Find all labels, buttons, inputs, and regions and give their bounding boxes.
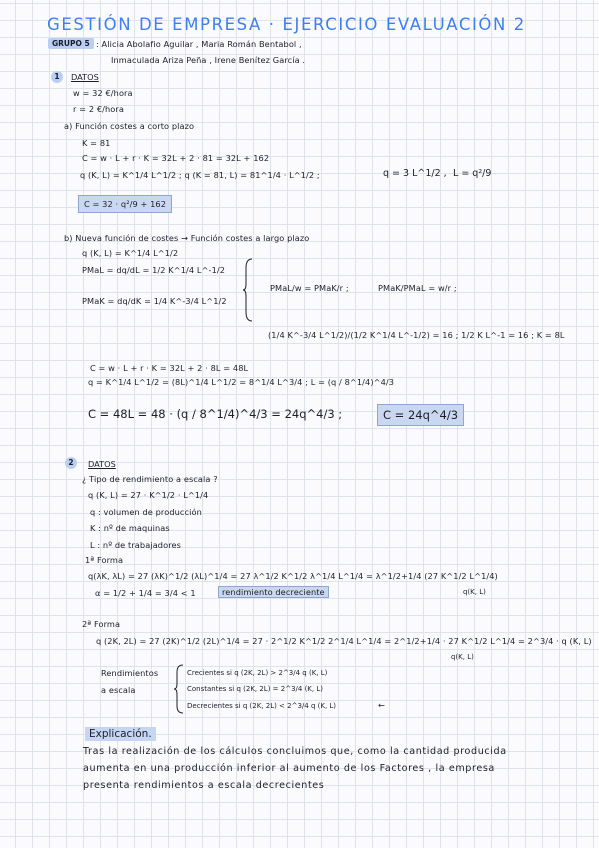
production-equation: q (K, L) = K^1/4 L^1/2 ; q (K = 81, L) = 81^1/4 · L^1/2 ; [80, 170, 320, 180]
method-1-underbrace-label: q(K, L) [463, 588, 486, 596]
scale-returns-question: ¿ Tipo de rendimiento a escala ? [82, 474, 218, 484]
marginal-product-labor: PMaL = dq/dL = 1/2 K^1/4 L^-1/2 [82, 265, 226, 275]
method-2-equation: q (2K, 2L) = 27 (2K)^1/2 (2L)^1/4 = 27 · 2^1/2 K^1/2 2^1/4 L^1/4 = 2^1/2+1/4 · 27 K^1/2 L^1/4 = 2^3/4 · q (K, L) [96, 636, 592, 646]
returns-label-1: Rendimientos [101, 668, 159, 678]
marginal-product-capital: PMaK = dq/dK = 1/4 K^-3/4 L^1/2 [82, 296, 227, 306]
section-2-heading: DATOS [88, 459, 116, 469]
production-function-2: q (K, L) = 27 · K^1/2 · L^1/4 [88, 490, 209, 500]
substitution-result: (1/4 K^-3/4 L^1/2)/(1/2 K^1/4 L^-1/2) = 16 ; 1/2 K L^-1 = 16 ; K = 8L [268, 330, 565, 340]
members-line-1: : Alicia Abolafio Aguilar , Maria Román Bentabol , [96, 39, 302, 49]
method-2-heading: 2ª Forma [82, 619, 121, 629]
explanation-line-3: presenta rendimientos a escala decrecientes [83, 780, 325, 791]
short-run-cost-result: C = 32 · q²/9 + 162 [78, 195, 172, 213]
section-2-number: 2 [65, 457, 77, 469]
marginal-rate-condition: PMaK/PMaL = w/r ; [378, 283, 457, 293]
conditions-brace [243, 258, 255, 322]
increasing-returns-condition: Crecientes si q (2K, 2L) > 2^3/4 q (K, L) [187, 669, 328, 677]
arrow-icon: ← [378, 700, 385, 710]
l-in-terms-of-q: L = q²/9 [453, 168, 492, 179]
decreasing-returns-highlight: rendimiento decreciente [218, 586, 329, 598]
q-expression-line: q = K^1/4 L^1/2 = (8L)^1/4 L^1/2 = 8^1/4 L^3/4 ; L = (q / 8^1/4)^4/3 [88, 377, 395, 387]
section-1-number: 1 [51, 71, 63, 83]
q-in-terms-of-l: q = 3 L^1/2 , [383, 168, 447, 179]
method-1-heading: 1ª Forma [85, 555, 124, 565]
definition-k: K : nº de maquinas [90, 523, 170, 533]
returns-label-2: a escala [101, 685, 136, 695]
definition-l: L : nº de trabajadores [90, 540, 182, 550]
section-1-heading: DATOS [71, 72, 99, 82]
definition-q: q : volumen de producción [90, 507, 202, 517]
part-a-heading: a) Función costes a corto plazo [64, 121, 195, 131]
explanation-line-1: Tras la realización de los cálculos concluimos que, como la cantidad producida [83, 746, 507, 757]
long-run-cost-result: C = 24q^4/3 [377, 404, 464, 426]
members-line-2: Inmaculada Ariza Peña , Irene Benítez García . [111, 55, 306, 65]
method-1-equation: q(λK, λL) = 27 (λK)^1/2 (λL)^1/4 = 27 λ^1/2 K^1/2 λ^1/4 L^1/4 = λ^1/2+1/4 (27 K^1/2 L^1/4) [88, 571, 498, 581]
short-run-cost-equation: C = w · L + r · K = 32L + 2 · 81 = 32L + 162 [82, 153, 270, 163]
alpha-sum: α = 1/2 + 1/4 = 3/4 < 1 [95, 588, 196, 598]
explanation-line-2: aumenta en una producción inferior al aumento de los Factores , la empresa [83, 763, 495, 774]
returns-brace [174, 664, 186, 714]
long-run-cost-derivation: C = 48L = 48 · (q / 8^1/4)^4/3 = 24q^4/3 ; [88, 407, 343, 421]
part-b-heading: b) Nueva función de costes → Función costes a largo plazo [64, 233, 310, 243]
long-run-cost-line: C = w · L + r · K = 32L + 2 · 8L = 48L [90, 363, 249, 373]
page-title: GESTIÓN DE EMPRESA · EJERCICIO EVALUACIÓN 2 [47, 15, 526, 34]
rent-value: r = 2 €/hora [73, 104, 124, 114]
method-2-underbrace-label: q(K, L) [451, 653, 474, 661]
decreasing-returns-condition: Decrecientes si q (2K, 2L) < 2^3/4 q (K, L) [187, 702, 337, 710]
grupo-badge: GRUPO 5 [48, 38, 94, 49]
long-run-production-function: q (K, L) = K^1/4 L^1/2 [82, 248, 179, 258]
constant-returns-condition: Constantes si q (2K, 2L) = 2^3/4 (K, L) [187, 685, 323, 693]
explanation-heading: Explicación. [85, 727, 156, 741]
equimarginal-condition: PMaL/w = PMaK/r ; [270, 283, 349, 293]
wage-value: w = 32 €/hora [73, 88, 133, 98]
capital-value: K = 81 [82, 138, 111, 148]
